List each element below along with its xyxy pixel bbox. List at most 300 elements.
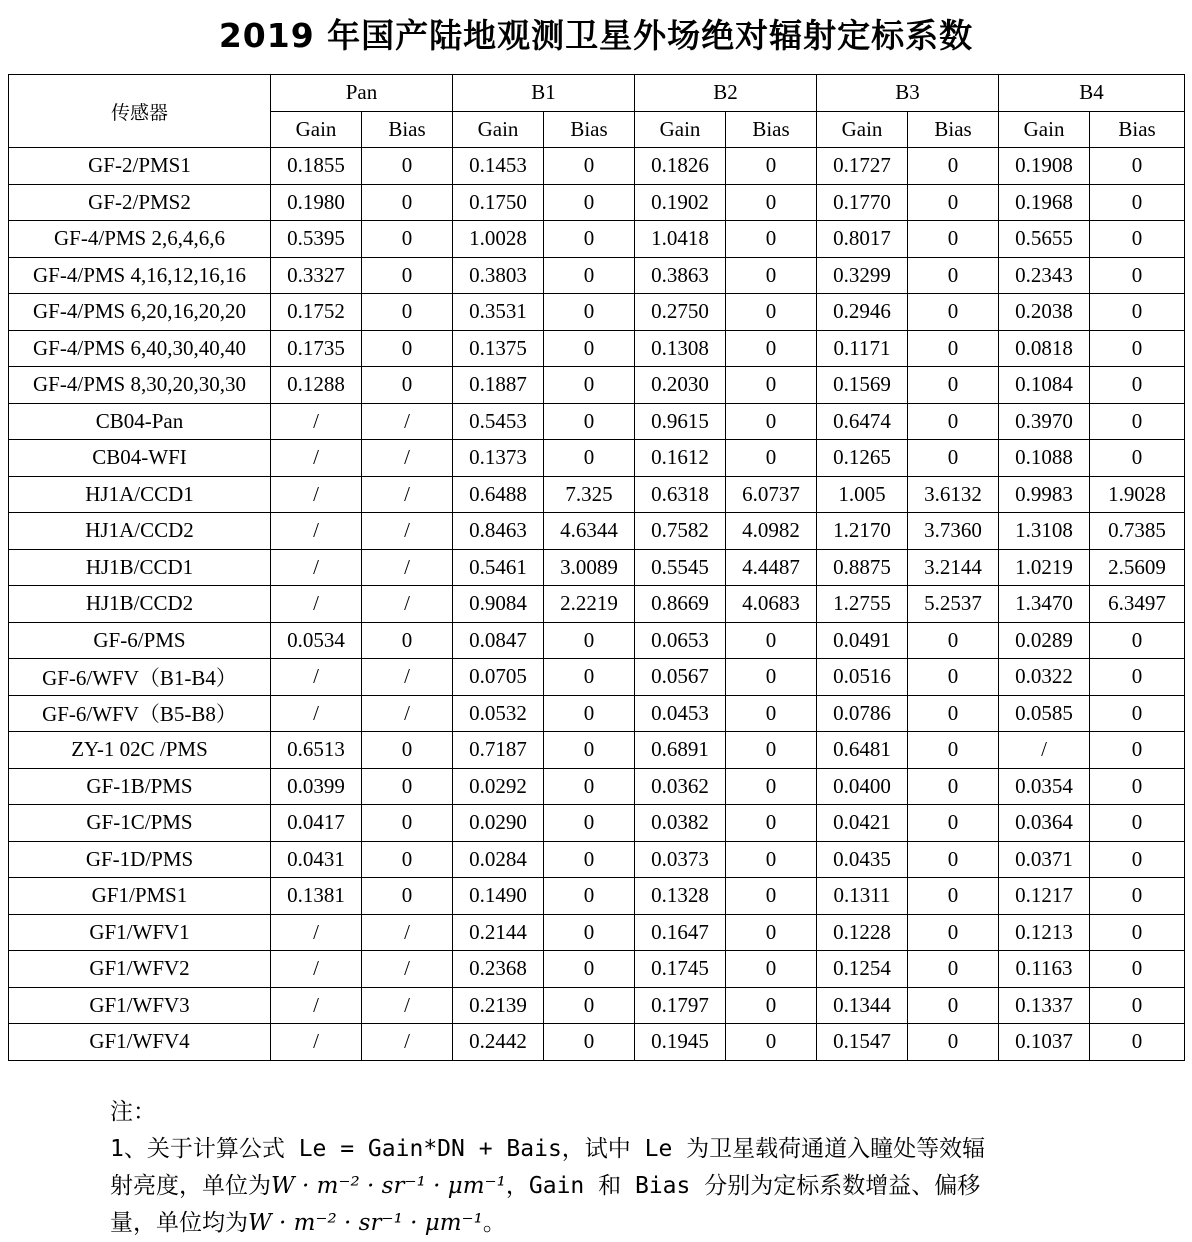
bias-cell: 5.2537 [908,586,999,623]
gain-cell: 0.1163 [999,951,1090,988]
sensor-name-cell: GF-1D/PMS [9,841,271,878]
gain-cell: 0.1752 [271,294,362,331]
bias-cell: 0 [908,403,999,440]
notes-line-2-suffix: ，Gain 和 Bias 分别为定标系数增益、偏移 [505,1173,981,1199]
notes-line-2 [110,1168,1110,1205]
gain-cell: 0.1381 [271,878,362,915]
table-row [9,914,1185,951]
bias-cell: 0 [544,221,635,258]
sensor-name-cell: GF-2/PMS2 [9,184,271,221]
bias-cell: 0 [1090,184,1185,221]
bias-cell: 0 [362,257,453,294]
gain-cell: 0.0371 [999,841,1090,878]
gain-cell: 0.6318 [635,476,726,513]
sensor-name-cell: GF-6/WFV（B1-B4） [9,659,271,696]
bias-cell: 4.6344 [544,513,635,550]
bias-cell: 7.325 [544,476,635,513]
bias-cell: 0 [362,148,453,185]
gain-cell: 0.3327 [271,257,362,294]
table-row [9,987,1185,1024]
bias-cell: 0 [544,367,635,404]
bias-cell: / [362,513,453,550]
sensor-name-cell: HJ1B/CCD2 [9,586,271,623]
bias-cell: 0 [726,732,817,769]
gain-cell: 0.0435 [817,841,908,878]
gain-cell: 0.1855 [271,148,362,185]
gain-cell: 0.8669 [635,586,726,623]
table-row [9,403,1185,440]
bias-cell: 0 [362,622,453,659]
bias-cell: / [362,914,453,951]
gain-cell: 0.0289 [999,622,1090,659]
bias-cell: 0 [726,403,817,440]
bias-cell: 0 [544,330,635,367]
bias-cell: 0 [908,1024,999,1061]
bias-cell: 3.2144 [908,549,999,586]
gain-cell: 1.2170 [817,513,908,550]
bias-cell: 0 [726,367,817,404]
sensor-name-cell: HJ1A/CCD2 [9,513,271,550]
bias-cell: 2.5609 [1090,549,1185,586]
bias-cell: 0 [544,257,635,294]
band-header-row [9,75,1185,112]
bias-cell: 0 [544,622,635,659]
bias-cell: 3.0089 [544,549,635,586]
bias-cell: 0 [1090,367,1185,404]
table-row [9,1024,1185,1061]
sensor-name-cell: GF-4/PMS 2,6,4,6,6 [9,221,271,258]
bias-cell: 0 [908,841,999,878]
notes-line-3-suffix: 。 [482,1210,506,1236]
gain-cell: 0.1569 [817,367,908,404]
bias-header: Bias [544,111,635,148]
bias-cell: 0.7385 [1090,513,1185,550]
gain-cell: / [271,403,362,440]
bias-cell: 0 [1090,148,1185,185]
table-row [9,440,1185,477]
gain-cell: 0.1647 [635,914,726,951]
page-title: 2019 年国产陆地观测卫星外场绝对辐射定标系数 [218,16,974,55]
gain-cell: 0.1887 [453,367,544,404]
bias-cell: 0 [908,695,999,732]
bias-cell: 0 [544,805,635,842]
bias-cell: / [362,549,453,586]
gain-cell: 0.1228 [817,914,908,951]
bias-cell: 0 [726,184,817,221]
bias-cell: 0 [726,257,817,294]
gain-cell: 0.6474 [817,403,908,440]
calibration-table [8,74,1185,1061]
bias-cell: 0 [908,440,999,477]
gain-header: Gain [453,111,544,148]
table-row [9,221,1185,258]
bias-cell: 0 [1090,951,1185,988]
gain-cell: 0.8017 [817,221,908,258]
gain-cell: / [271,586,362,623]
gain-cell: 1.0219 [999,549,1090,586]
gain-cell: 0.1308 [635,330,726,367]
bias-cell: 0 [908,805,999,842]
gain-cell: 0.1373 [453,440,544,477]
bias-cell: 0 [1090,440,1185,477]
gain-cell: 0.1037 [999,1024,1090,1061]
gain-cell: 0.6891 [635,732,726,769]
bias-cell: 0 [1090,1024,1185,1061]
sensor-name-cell: GF-1B/PMS [9,768,271,805]
bias-cell: 0 [1090,805,1185,842]
table-row [9,330,1185,367]
gain-cell: 0.0491 [817,622,908,659]
gain-cell: 0.1612 [635,440,726,477]
sensor-name-cell: GF-4/PMS 8,30,20,30,30 [9,367,271,404]
sensor-name-cell: ZY-1 02C /PMS [9,732,271,769]
bias-cell: 0 [362,841,453,878]
gain-cell: 0.1745 [635,951,726,988]
gain-cell: 0.0453 [635,695,726,732]
bias-cell: 0 [544,878,635,915]
bias-cell: 0 [726,987,817,1024]
bias-cell: 0 [1090,732,1185,769]
bias-cell: 0 [362,294,453,331]
bias-cell: 0 [726,659,817,696]
gain-cell: 0.1727 [817,148,908,185]
gain-cell: / [999,732,1090,769]
gain-cell: 1.0418 [635,221,726,258]
bias-header: Bias [1090,111,1185,148]
sensor-name-cell: CB04-WFI [9,440,271,477]
gain-cell: 0.8463 [453,513,544,550]
bias-cell: 3.7360 [908,513,999,550]
gain-cell: 0.0847 [453,622,544,659]
sensor-name-cell: GF1/WFV2 [9,951,271,988]
gain-cell: 0.1750 [453,184,544,221]
gain-cell: 0.1213 [999,914,1090,951]
bias-cell: 0 [544,148,635,185]
bias-cell: 0 [908,622,999,659]
bias-cell: 0 [362,805,453,842]
bias-cell: / [362,586,453,623]
gain-cell: / [271,695,362,732]
band-header-b1: B1 [453,75,635,112]
gain-cell: 0.0421 [817,805,908,842]
gain-cell: 0.5395 [271,221,362,258]
gain-cell: 0.2144 [453,914,544,951]
gain-cell: 0.1547 [817,1024,908,1061]
bias-cell: 0 [908,659,999,696]
bias-cell: 0 [362,878,453,915]
bias-cell: 0 [544,403,635,440]
gain-cell: / [271,440,362,477]
bias-cell: 0 [726,294,817,331]
gain-cell: 0.1217 [999,878,1090,915]
bias-cell: 0 [1090,878,1185,915]
gain-cell: / [271,513,362,550]
gain-cell: 0.0786 [817,695,908,732]
gain-cell: 0.0354 [999,768,1090,805]
bias-cell: 0 [1090,403,1185,440]
bias-cell: 0 [544,294,635,331]
notes-line-2-prefix: 射亮度，单位为 [110,1173,271,1199]
gain-cell: 0.3531 [453,294,544,331]
bias-cell: 0 [908,221,999,258]
table-row [9,695,1185,732]
bias-cell: 0 [544,768,635,805]
bias-cell: / [362,659,453,696]
table-row [9,878,1185,915]
sensor-name-cell: GF-2/PMS1 [9,148,271,185]
notes-heading: 注： [110,1099,156,1125]
gain-cell: 0.0364 [999,805,1090,842]
sensor-name-cell: GF1/WFV3 [9,987,271,1024]
bias-cell: 6.3497 [1090,586,1185,623]
gain-header: Gain [271,111,362,148]
bias-cell: / [362,476,453,513]
bias-cell: 0 [726,148,817,185]
table-row [9,549,1185,586]
bias-cell: 0 [726,841,817,878]
bias-cell: 0 [1090,221,1185,258]
gain-cell: 0.7187 [453,732,544,769]
bias-cell: 0 [1090,768,1185,805]
table-row [9,367,1185,404]
sensor-name-cell: GF-6/WFV（B5-B8） [9,695,271,732]
notes-section [110,1094,1110,1242]
bias-cell: 0 [726,1024,817,1061]
bias-cell: 6.0737 [726,476,817,513]
sensor-name-cell: HJ1A/CCD1 [9,476,271,513]
gain-cell: 0.7582 [635,513,726,550]
band-header-pan: Pan [271,75,453,112]
table-row [9,294,1185,331]
table-row [9,148,1185,185]
table-row [9,586,1185,623]
gain-cell: 0.2750 [635,294,726,331]
gain-cell: 0.0399 [271,768,362,805]
gain-cell: 0.0382 [635,805,726,842]
gain-cell: 0.9084 [453,586,544,623]
bias-cell: 0 [544,659,635,696]
gain-cell: 0.0705 [453,659,544,696]
notes-line-3 [110,1205,1110,1242]
gain-cell: 0.1735 [271,330,362,367]
gain-cell: 0.0653 [635,622,726,659]
gain-cell: 0.0532 [453,695,544,732]
bias-cell: 0 [908,257,999,294]
bias-cell: 0 [544,184,635,221]
table-row [9,841,1185,878]
gain-header: Gain [817,111,908,148]
bias-cell: 0 [544,695,635,732]
bias-cell: 0 [544,987,635,1024]
bias-header: Bias [726,111,817,148]
bias-cell: 3.6132 [908,476,999,513]
bias-cell: / [362,1024,453,1061]
gain-cell: 0.0362 [635,768,726,805]
gain-cell: 0.0818 [999,330,1090,367]
gain-cell: 1.3108 [999,513,1090,550]
gain-cell: 0.2442 [453,1024,544,1061]
gain-cell: / [271,549,362,586]
gain-cell: 0.1770 [817,184,908,221]
bias-cell: 0 [908,987,999,1024]
gain-cell: 0.9983 [999,476,1090,513]
bias-cell: 0 [1090,987,1185,1024]
gain-header: Gain [635,111,726,148]
gain-cell: 0.0567 [635,659,726,696]
bias-cell: 0 [726,330,817,367]
sensor-name-cell: GF1/WFV1 [9,914,271,951]
gain-cell: 0.2139 [453,987,544,1024]
gain-cell: 0.1344 [817,987,908,1024]
bias-cell: 0 [362,768,453,805]
bias-cell: 0 [726,622,817,659]
gain-cell: 0.0322 [999,659,1090,696]
gain-cell: 1.005 [817,476,908,513]
gain-cell: 0.0431 [271,841,362,878]
gain-cell: / [271,659,362,696]
table-row [9,768,1185,805]
bias-cell: 0 [908,148,999,185]
gain-cell: 0.0534 [271,622,362,659]
bias-cell: 0 [362,184,453,221]
gain-cell: 0.6481 [817,732,908,769]
bias-cell: 1.9028 [1090,476,1185,513]
gain-cell: 0.1490 [453,878,544,915]
gain-cell: 0.1254 [817,951,908,988]
bias-cell: 0 [1090,695,1185,732]
bias-cell: 4.0982 [726,513,817,550]
sensor-name-cell: GF-4/PMS 4,16,12,16,16 [9,257,271,294]
gain-cell: 0.1902 [635,184,726,221]
bias-cell: 0 [908,768,999,805]
bias-cell: 0 [362,221,453,258]
gain-cell: 0.6488 [453,476,544,513]
bias-cell: 0 [544,440,635,477]
bias-cell: 0 [362,732,453,769]
bias-cell: 0 [726,440,817,477]
gain-cell: 0.0292 [453,768,544,805]
gain-cell: 1.3470 [999,586,1090,623]
notes-line-1: 1、关于计算公式 Le = Gain*DN + Bais，试中 Le 为卫星载荷通道入瞳处等效辐 [110,1136,986,1162]
gain-cell: 0.1328 [635,878,726,915]
gain-cell: / [271,1024,362,1061]
gain-cell: 0.3299 [817,257,908,294]
table-row [9,805,1185,842]
gain-cell: 0.1311 [817,878,908,915]
gain-cell: 0.2343 [999,257,1090,294]
table-row [9,732,1185,769]
bias-cell: / [362,987,453,1024]
gain-cell: 0.1171 [817,330,908,367]
bias-cell: / [362,695,453,732]
gain-cell: 0.1826 [635,148,726,185]
bias-cell: 0 [362,330,453,367]
unit-formula: W · m⁻² · sr⁻¹ · μm⁻¹ [248,1210,483,1236]
bias-cell: 0 [1090,294,1185,331]
table-row [9,476,1185,513]
table-row [9,951,1185,988]
bias-cell: / [362,403,453,440]
band-header-b2: B2 [635,75,817,112]
gain-cell: 0.3863 [635,257,726,294]
gain-cell: 0.2368 [453,951,544,988]
bias-cell: 0 [1090,659,1185,696]
gain-cell: 0.1088 [999,440,1090,477]
bias-cell: 0 [1090,914,1185,951]
sensor-name-cell: GF-4/PMS 6,40,30,40,40 [9,330,271,367]
gain-cell: 1.0028 [453,221,544,258]
bias-cell: 0 [1090,622,1185,659]
sensor-name-cell: GF-4/PMS 6,20,16,20,20 [9,294,271,331]
bias-cell: 0 [544,951,635,988]
gain-cell: 0.1945 [635,1024,726,1061]
table-body [9,148,1185,1061]
gain-cell: 0.1288 [271,367,362,404]
bias-cell: 0 [908,878,999,915]
bias-cell: / [362,440,453,477]
gain-cell: 0.5655 [999,221,1090,258]
table-row [9,184,1185,221]
gain-cell: 0.1084 [999,367,1090,404]
band-header-b4: B4 [999,75,1185,112]
sensor-column-header: 传感器 [9,75,271,148]
gain-cell: 0.5545 [635,549,726,586]
gain-cell: 0.2946 [817,294,908,331]
table-row [9,622,1185,659]
bias-cell: 0 [726,951,817,988]
gain-cell: 0.1265 [817,440,908,477]
gain-cell: 0.1337 [999,987,1090,1024]
gain-cell: 0.0284 [453,841,544,878]
gain-cell: 0.1375 [453,330,544,367]
sensor-name-cell: GF1/PMS1 [9,878,271,915]
sensor-name-cell: CB04-Pan [9,403,271,440]
gain-cell: 0.0516 [817,659,908,696]
gain-cell: 0.0585 [999,695,1090,732]
gain-header: Gain [999,111,1090,148]
bias-cell: 0 [726,914,817,951]
gain-cell: 0.5461 [453,549,544,586]
gain-cell: 0.0400 [817,768,908,805]
bias-cell: 0 [908,914,999,951]
table-row [9,257,1185,294]
bias-cell: 0 [544,914,635,951]
gain-cell: 0.0417 [271,805,362,842]
bias-cell: 0 [1090,330,1185,367]
gain-cell: 0.1908 [999,148,1090,185]
bias-cell: 0 [726,878,817,915]
bias-cell: 4.0683 [726,586,817,623]
gain-cell: / [271,914,362,951]
bias-cell: 0 [908,951,999,988]
gain-cell: 0.0373 [635,841,726,878]
bias-cell: 0 [726,768,817,805]
gain-cell: / [271,951,362,988]
bias-cell: 0 [544,841,635,878]
table-row [9,513,1185,550]
gain-cell: 0.1797 [635,987,726,1024]
gain-cell: 0.8875 [817,549,908,586]
gain-cell: 1.2755 [817,586,908,623]
bias-cell: 0 [726,805,817,842]
gain-cell: / [271,987,362,1024]
gain-cell: 0.2038 [999,294,1090,331]
gain-cell: 0.1968 [999,184,1090,221]
bias-cell: 0 [544,732,635,769]
bias-cell: / [362,951,453,988]
table-row [9,659,1185,696]
bias-cell: 0 [726,695,817,732]
